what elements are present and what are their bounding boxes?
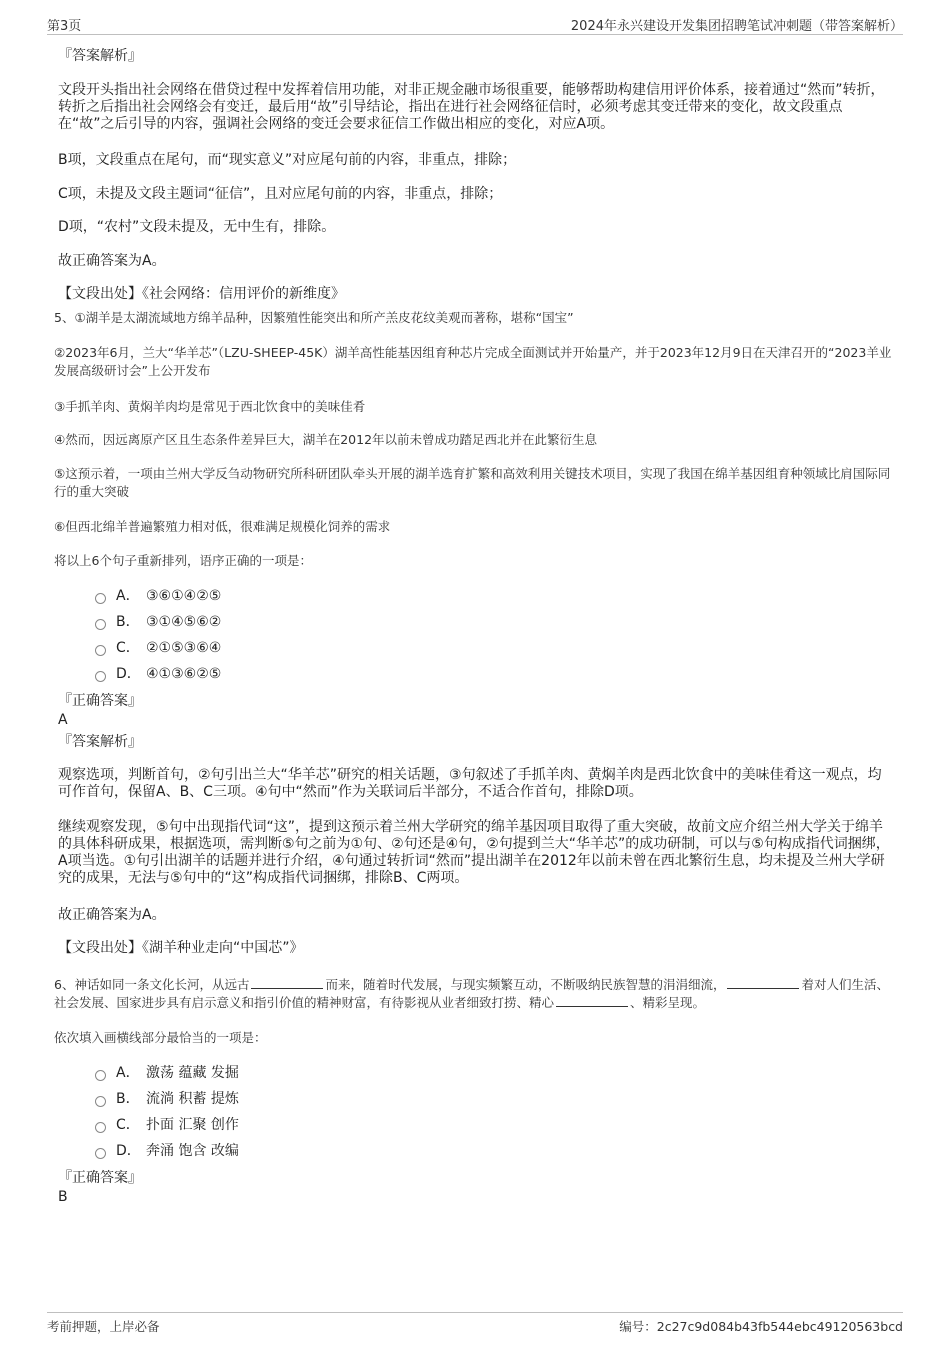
option-text: ③⑥①④②⑤ [146, 588, 222, 604]
q5-analysis-paragraph-2: 继续观察发现，⑤句中出现指代词“这”，提到这预示着兰州大学研究的绵羊基因项目取得了重大突破，故前文应介绍兰州大学关于绵羊的具体科研成果，根据选项，需判断⑤句之前为①句、②句还是④句，②句提到兰大“华羊芯”的成功研制，可以与⑤句构成指代词捆绑，A项当选。①句引出湖羊的话题并进行介绍，④句通过转折词“然而”提出湖羊在2012年以前未曾在西北繁衍生息，均未提及兰州大学研究的成果，无法与⑤句中的“这”构成指代词捆绑，排除B、C两项。 [58, 819, 890, 886]
q6-answer-label: 『正确答案』 [58, 1170, 142, 1186]
fill-blank-3 [556, 994, 628, 1007]
q5-option-b[interactable] [95, 613, 221, 631]
page-footer [47, 1312, 903, 1336]
option-text: ③①④⑤⑥② [146, 614, 222, 630]
fill-blank-2 [727, 976, 799, 989]
radio-icon[interactable] [95, 645, 106, 656]
q5-conclusion: 故正确答案为A。 [58, 907, 166, 923]
fill-blank-1 [251, 976, 323, 989]
footer-slogan: 考前押题，上岸必备 [47, 1319, 160, 1334]
option-text: 扑面 汇聚 创作 [146, 1117, 239, 1133]
radio-icon[interactable] [95, 1148, 106, 1159]
option-letter: C． [116, 640, 140, 656]
q4-analysis-paragraph: 文段开头指出社会网络在借贷过程中发挥着信用功能，对非正规金融市场很重要，能够帮助构建信用评价体系，接着通过“然而”转折，转折之后指出社会网络会有变迁，最后用“故”引导结论，指出在进行社会网络征信时，必须考虑其变迁带来的变化，故文段重点在“故”之后引导的内容，强调社会网络的变迁会要求征信工作做出相应的变化，对应A项。 [58, 82, 885, 132]
q4-source: 【文段出处】《社会网络：信用评价的新维度》 [58, 286, 345, 302]
radio-icon[interactable] [95, 619, 106, 630]
page-number: 第3页 [47, 19, 82, 34]
option-letter: B． [116, 614, 140, 630]
q6-stem-part-2: 而来，随着时代发展，与现实频繁互动，不断吸纳民族智慧的涓涓细流， [325, 977, 726, 992]
q6-stem [54, 976, 894, 1012]
q6-answer: B [58, 1189, 68, 1205]
q4-analysis-d: D项，“农村”文段未提及，无中生有，排除。 [58, 219, 336, 235]
radio-icon[interactable] [95, 1070, 106, 1081]
option-letter: D． [116, 1143, 141, 1159]
option-text: ②①⑤③⑥④ [146, 640, 222, 656]
q5-prompt: 将以上6个句子重新排列，语序正确的一项是： [54, 553, 312, 568]
q4-analysis-c: C项，未提及文段主题词“征信”，且对应尾句前的内容，非重点，排除； [58, 186, 503, 202]
q6-option-a[interactable] [95, 1064, 239, 1082]
document-id: 编号：2c27c9d084b43fb544ebc49120563bcd [619, 1319, 903, 1334]
option-letter: C． [116, 1117, 140, 1133]
q5-option-d[interactable] [95, 665, 221, 683]
radio-icon[interactable] [95, 593, 106, 604]
q5-option-a[interactable] [95, 587, 221, 605]
option-letter: D． [116, 666, 141, 682]
radio-icon[interactable] [95, 1096, 106, 1107]
q4-analysis-b: B项，文段重点在尾句，而“现实意义”对应尾句前的内容，非重点，排除； [58, 152, 517, 168]
option-text: 激荡 蕴藏 发掘 [146, 1065, 239, 1081]
q5-analysis-paragraph-1: 观察选项，判断首句，②句引出兰大“华羊芯”研究的相关话题，③句叙述了手抓羊肉、黄焖羊肉是西北饮食中的美味佳肴这一观点，均可作首句，保留A、B、C三项。④句中“然而”作为关联词后半部分，不适合作首句，排除D项。 [58, 767, 882, 800]
q5-stem-sentence-1: 5、①湖羊是太湖流域地方绵羊品种，因繁殖性能突出和所产羔皮花纹美观而著称，堪称“国宝” [54, 310, 574, 325]
q6-prompt: 依次填入画横线部分最恰当的一项是： [54, 1030, 267, 1045]
q6-stem-part-3: 着对人们生活、社会发展、国家进步具有启示意义和指引价值的精神财富，有待影视从业者细致打捞、精心 [54, 977, 889, 1010]
q5-stem-sentence-4: ④然而，因远离原产区且生态条件差异巨大，湖羊在2012年以前未曾成功踏足西北并在此繁衍生息 [54, 432, 598, 447]
q4-conclusion: 故正确答案为A。 [58, 253, 166, 269]
page-header [47, 14, 903, 35]
q5-stem-sentence-6: ⑥但西北绵羊普遍繁殖力相对低，很难满足规模化饲养的需求 [54, 519, 391, 534]
q5-answer-label: 『正确答案』 [58, 693, 142, 709]
q5-analysis-label: 『答案解析』 [58, 734, 142, 750]
option-text: ④①③⑥②⑤ [146, 666, 222, 682]
option-letter: B． [116, 1091, 140, 1107]
q6-stem-part-1: 6、神话如同一条文化长河，从远古 [54, 977, 250, 992]
q5-stem-sentence-3: ③手抓羊肉、黄焖羊肉均是常见于西北饮食中的美味佳肴 [54, 399, 366, 414]
q5-source: 【文段出处】《湖羊种业走向“中国芯”》 [58, 940, 304, 956]
q4-analysis-label: 『答案解析』 [58, 48, 142, 64]
q5-stem-sentence-5: ⑤这预示着，一项由兰州大学反刍动物研究所科研团队牵头开展的湖羊选育扩繁和高效利用关键技术项目，实现了我国在绵羊基因组育种领域比肩国际同行的重大突破 [54, 466, 891, 499]
option-letter: A． [116, 1065, 140, 1081]
radio-icon[interactable] [95, 671, 106, 682]
radio-icon[interactable] [95, 1122, 106, 1133]
q6-option-c[interactable] [95, 1116, 239, 1134]
q5-answer: A [58, 712, 68, 728]
q6-option-b[interactable] [95, 1090, 239, 1108]
q6-option-d[interactable] [95, 1142, 239, 1160]
option-text: 奔涌 饱含 改编 [146, 1143, 239, 1159]
option-text: 流淌 积蓄 提炼 [146, 1091, 239, 1107]
q5-stem-sentence-2: ②2023年6月，兰大“华羊芯”（LZU-SHEEP-45K）湖羊高性能基因组育种芯片完成全面测试并开始量产，并于2023年12月9日在天津召开的“2023羊业发展高级研讨会”上公开发布 [54, 345, 892, 378]
document-title: 2024年永兴建设开发集团招聘笔试冲刺题（带答案解析） [570, 19, 903, 34]
q6-stem-part-4: 、精彩呈现。 [630, 995, 706, 1010]
option-letter: A． [116, 588, 140, 604]
q5-option-c[interactable] [95, 639, 221, 657]
